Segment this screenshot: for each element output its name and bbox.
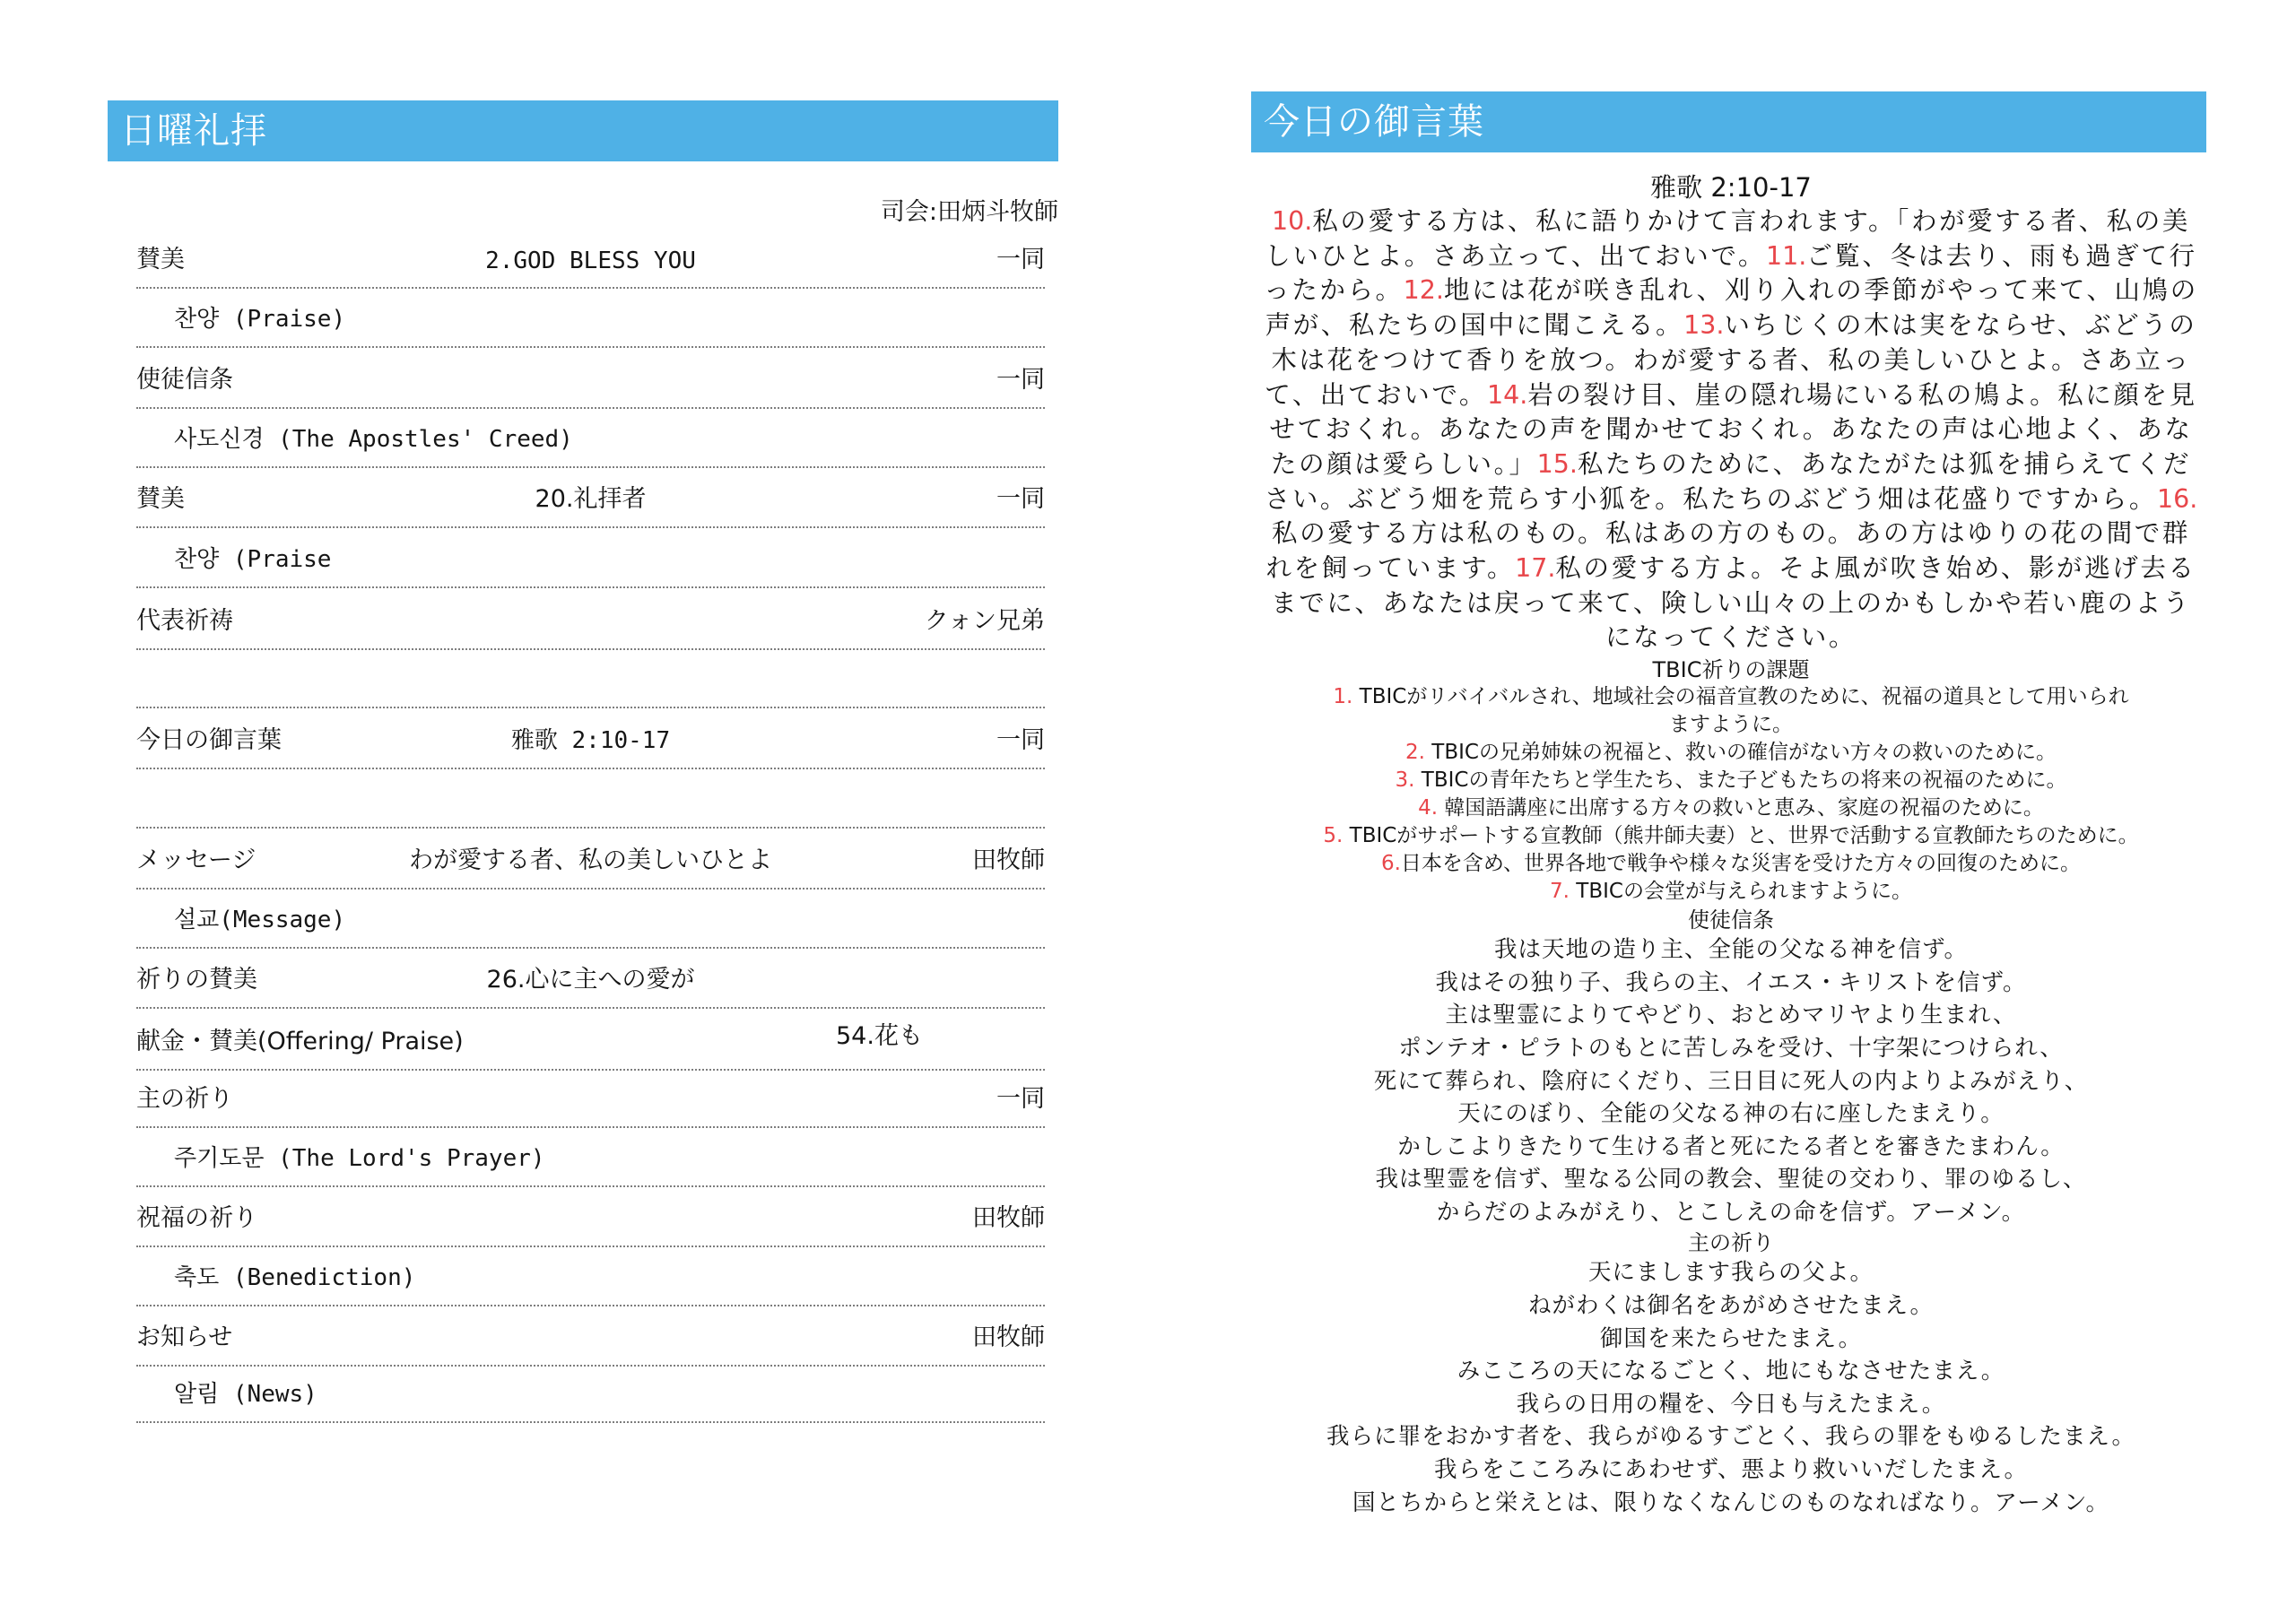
- verse-text: 声が、私たちの国中に聞こえる。: [1265, 310, 1684, 341]
- program-item-translation: 찬양 (Praise): [174, 306, 346, 333]
- program-item-leader: 一同: [996, 1085, 1045, 1113]
- verse-text: になってください。: [1605, 622, 1857, 653]
- program-item-title: 26.心に主への愛が: [486, 966, 695, 994]
- program-item-label: 使徒信条: [136, 366, 233, 394]
- prayer-topic-text: TBICの青年たちと学生たち、また子どもたちの将来の祝福のために。: [1414, 768, 2067, 793]
- program-item-translation: 설교(Message): [174, 907, 346, 933]
- program-item-title: 20.礼拝者: [535, 485, 647, 513]
- verse-text: たの顔は愛らしい。」: [1270, 448, 1537, 479]
- prayer-topic: [1247, 711, 2215, 739]
- passage-line: [1247, 621, 2215, 655]
- program-item-label: 祝福の祈り: [136, 1204, 257, 1232]
- lords-prayer-line: 我らに罪をおかす者を、我らがゆるすごとく、我らの罪をもゆるしたまえ。: [1326, 1423, 2136, 1451]
- creed-line: 我は天地の造り主、全能の父なる神を信ず。: [1494, 936, 1968, 964]
- prayer-topic-number: 7.: [1550, 880, 1570, 904]
- scripture-passage: [1247, 204, 2215, 655]
- lords-prayer-line: 国とちからと栄えとは、限りなくなんじのものなればなり。アーメン。: [1352, 1488, 2109, 1516]
- passage-line: [1247, 204, 2215, 239]
- passage-line: [1247, 239, 2215, 274]
- program-row: [136, 650, 1045, 708]
- scripture-reference: 雅歌 2:10-17: [1650, 172, 1812, 203]
- prayer-topic: [1247, 878, 2215, 906]
- prayer-topic-number: 1.: [1333, 685, 1353, 709]
- program-row: [136, 348, 1045, 409]
- presider-label: 司会:田炳斗牧師: [880, 198, 1058, 226]
- program-row: [136, 468, 1045, 528]
- lords-prayer-text: [1247, 1256, 2215, 1519]
- verse-text: さい。ぶどう畑を荒らす小狐を。私たちのぶどう畑は花盛りですから。: [1264, 483, 2157, 514]
- verse-text: いちじくの木は実をならせ、ぶどうの: [1724, 310, 2197, 341]
- program-item-label: 献金・賛美(Offering/ Praise): [136, 1028, 464, 1055]
- verse-text: 地には花が咲き乱れ、刈り入れの季節がやって来て、山鳩の: [1444, 275, 2198, 306]
- verse-number: 11.: [1765, 240, 1807, 271]
- program-item-leader: クォン兄弟: [924, 607, 1045, 635]
- program-item-label: 祈りの賛美: [136, 966, 257, 994]
- program-item-label: メッセージ: [136, 846, 257, 874]
- program-item-label: 賛美: [136, 246, 185, 273]
- lords-prayer-title: 主の祈り: [1688, 1230, 1774, 1256]
- program-item-leader: 一同: [996, 366, 1045, 394]
- prayer-topic: [1247, 683, 2215, 711]
- passage-line: [1247, 586, 2215, 621]
- creed-line: からだのよみがえり、とこしえの命を信ず。アーメン。: [1436, 1198, 2026, 1226]
- creed-line: かしこよりきたりて生ける者と死にたる者とを審きたまわん。: [1397, 1133, 2065, 1160]
- program-item-label: 今日の御言葉: [136, 726, 282, 754]
- lords-prayer-line: 我らをこころみにあわせず、悪より救いいだしたまえ。: [1434, 1456, 2028, 1484]
- verse-text: 岩の裂け目、崖の隠れ場にいる私の鳩よ。私に顔を見: [1527, 379, 2197, 410]
- program-row: [136, 1187, 1045, 1247]
- program-item-translation: 주기도문 (The Lord's Prayer): [174, 1145, 545, 1172]
- prayer-topic-text: TBICがサポートする宣教師（熊井師夫妻）と、世界で活動する宣教師たちのために。: [1343, 824, 2139, 848]
- verse-number: 13.: [1683, 310, 1725, 341]
- program-item-label: 主の祈り: [136, 1085, 233, 1113]
- creed-line: 死にて葬られ、陰府にくだり、三日目に死人の内よりよみがえり、: [1373, 1067, 2089, 1095]
- prayer-topics-title: TBIC祈りの課題: [1652, 657, 1810, 683]
- program-row: [136, 246, 1045, 289]
- passage-line: [1247, 447, 2215, 482]
- prayer-topic-number: 4.: [1418, 796, 1439, 820]
- program-row: [136, 1306, 1045, 1367]
- verse-text: 私の愛する方は、私に語りかけて言われます。「わが愛する者、私の美: [1312, 206, 2190, 236]
- lords-prayer-line: ねがわくは御名をあがめさせたまえ。: [1527, 1292, 1935, 1320]
- prayer-topic: [1247, 850, 2215, 878]
- prayer-topic-number: 3.: [1395, 768, 1415, 793]
- program-item-translation: 사도신경 (The Apostles' Creed): [174, 426, 573, 453]
- creed-line: 天にのぼり、全能の父なる神の右に座したまえり。: [1457, 1100, 2005, 1128]
- program-row: [136, 1009, 1045, 1071]
- program-item-leader: 田牧師: [972, 846, 1045, 874]
- program-row: [136, 289, 1045, 348]
- program-row: [136, 1071, 1045, 1128]
- verse-number: 12.: [1403, 275, 1444, 306]
- lords-prayer-line: 御国を来たらせたまえ。: [1599, 1324, 1863, 1352]
- prayer-topic-number: 2.: [1405, 741, 1425, 765]
- section-header-sunday-worship: 日曜礼拝: [108, 100, 1058, 161]
- program-item-translation: 축도 (Benediction): [174, 1264, 416, 1291]
- program-item-label: 賛美: [136, 485, 185, 513]
- program-item-title: 雅歌 2:10-17: [510, 727, 671, 754]
- program-item-translation: 찬양 (Praise: [174, 546, 332, 573]
- creed-line: 主は聖霊によりてやどり、おとめマリヤより生まれ、: [1445, 1002, 2017, 1029]
- program-row: [136, 1247, 1045, 1306]
- program-item-title: 2.GOD BLESS YOU: [485, 247, 696, 274]
- prayer-topic-text: ますように。: [1669, 713, 1793, 737]
- verse-text: ご覧、冬は去り、雨も過ぎて行: [1806, 240, 2197, 271]
- passage-line: [1247, 378, 2215, 413]
- creed-line: ポンテオ・ピラトのもとに苦しみを受け、十字架につけられ、: [1398, 1034, 2064, 1062]
- program-row: [136, 829, 1045, 890]
- apostles-creed-text: [1247, 933, 2215, 1228]
- verse-number: 16.: [2156, 483, 2198, 514]
- verse-text: しいひとよ。さあ立って、出ておいで。: [1265, 240, 1766, 271]
- verse-text: までに、あなたは戻って来て、険しい山々の上のかもしかや若い鹿のよう: [1271, 587, 2191, 618]
- program-row: [136, 409, 1045, 468]
- program-item-title: わが愛する者、私の美しいひとよ: [409, 846, 772, 874]
- program-item-leader: 一同: [996, 726, 1045, 754]
- prayer-topic: [1247, 739, 2215, 767]
- program-row: [136, 890, 1045, 949]
- program-item-leader: 一同: [996, 485, 1045, 513]
- lords-prayer-line: 天にまします我らの父よ。: [1587, 1259, 1874, 1287]
- verse-text: せておくれ。あなたの声を聞かせておくれ。あなたの声は心地よく、あな: [1269, 414, 2193, 445]
- prayer-topic-text: TBICの会堂が与えられますように。: [1569, 880, 1912, 904]
- verse-text: て、出ておいで。: [1265, 379, 1487, 410]
- prayer-topic-number: 6.: [1380, 852, 1401, 876]
- program-row: [136, 588, 1045, 650]
- passage-line: [1247, 482, 2215, 517]
- program-row: [136, 1128, 1045, 1187]
- prayer-topic: [1247, 794, 2215, 822]
- prayer-topic-text: TBICがリバイバルされ、地域社会の福音宣教のために、祝福の道具として用いられ: [1352, 685, 2129, 709]
- verse-number: 15.: [1536, 448, 1578, 479]
- passage-line: [1247, 343, 2215, 378]
- prayer-topic: [1247, 822, 2215, 850]
- creed-line: 我はその独り子、我らの主、イエス・キリストを信ず。: [1435, 968, 2027, 996]
- prayer-topics-list: [1247, 683, 2215, 906]
- verse-text: 私の愛する方は私のもの。私はあの方のもの。あの方はゆりの花の間で群: [1271, 518, 2191, 549]
- program-row: [136, 708, 1045, 769]
- creed-line: 我は聖霊を信ず、聖なる公同の教会、聖徒の交わり、罪のゆるし、: [1375, 1166, 2087, 1193]
- program-item-leader: 田牧師: [972, 1204, 1045, 1232]
- verse-text: ったから。: [1264, 275, 1404, 306]
- program-item-leader: 一同: [996, 246, 1045, 273]
- program-row: [136, 1367, 1045, 1423]
- verse-text: 私の愛する方よ。そよ風が吹き始め、影が逃げ去る: [1555, 553, 2196, 584]
- verse-text: れを飼っています。: [1265, 553, 1516, 584]
- section-header-todays-word: 今日の御言葉: [1251, 91, 2206, 152]
- prayer-topic-text: 日本を含め、世界各地で戦争や様々な災害を受けた方々の回復のために。: [1400, 852, 2082, 876]
- lords-prayer-line: みこころの天になるごとく、地にもなさせたまえ。: [1457, 1358, 2005, 1385]
- program-item-translation: 알림 (News): [174, 1381, 317, 1408]
- right-column: [1247, 170, 2215, 1519]
- lords-prayer-line: 我らの日用の糧を、今日も与えたまえ。: [1516, 1390, 1946, 1418]
- prayer-topic-text: 韓国語講座に出席する方々の救いと恵み、家庭の祝福のために。: [1438, 796, 2044, 820]
- program-item-leader: 田牧師: [972, 1324, 1045, 1351]
- verse-number: 14.: [1486, 379, 1528, 410]
- program-row: [136, 769, 1045, 829]
- worship-program: [136, 246, 1045, 1423]
- prayer-topic: [1247, 767, 2215, 794]
- program-item-label: 代表祈祷: [136, 607, 233, 635]
- passage-line: [1247, 412, 2215, 447]
- passage-line: [1247, 516, 2215, 551]
- prayer-topic-number: 5.: [1323, 824, 1344, 848]
- program-row: [136, 949, 1045, 1009]
- passage-line: [1247, 308, 2215, 343]
- passage-line: [1247, 273, 2215, 308]
- program-item-label: お知らせ: [136, 1324, 233, 1351]
- verse-text: 私たちのために、あなたがたは狐を捕らえてくだ: [1577, 448, 2192, 479]
- verse-text: 木は花をつけて香りを放つ。わが愛する者、私の美しいひとよ。さあ立っ: [1271, 344, 2191, 375]
- apostles-creed-title: 使徒信条: [1688, 907, 1774, 933]
- prayer-topic-text: TBICの兄弟姉妹の祝福と、救いの確信がない方々の救いのために。: [1424, 741, 2057, 765]
- program-item-title: 54.花も: [836, 1022, 923, 1050]
- passage-line: [1247, 551, 2215, 586]
- verse-number: 10.: [1271, 206, 1313, 236]
- program-row: [136, 528, 1045, 588]
- verse-number: 17.: [1515, 553, 1556, 584]
